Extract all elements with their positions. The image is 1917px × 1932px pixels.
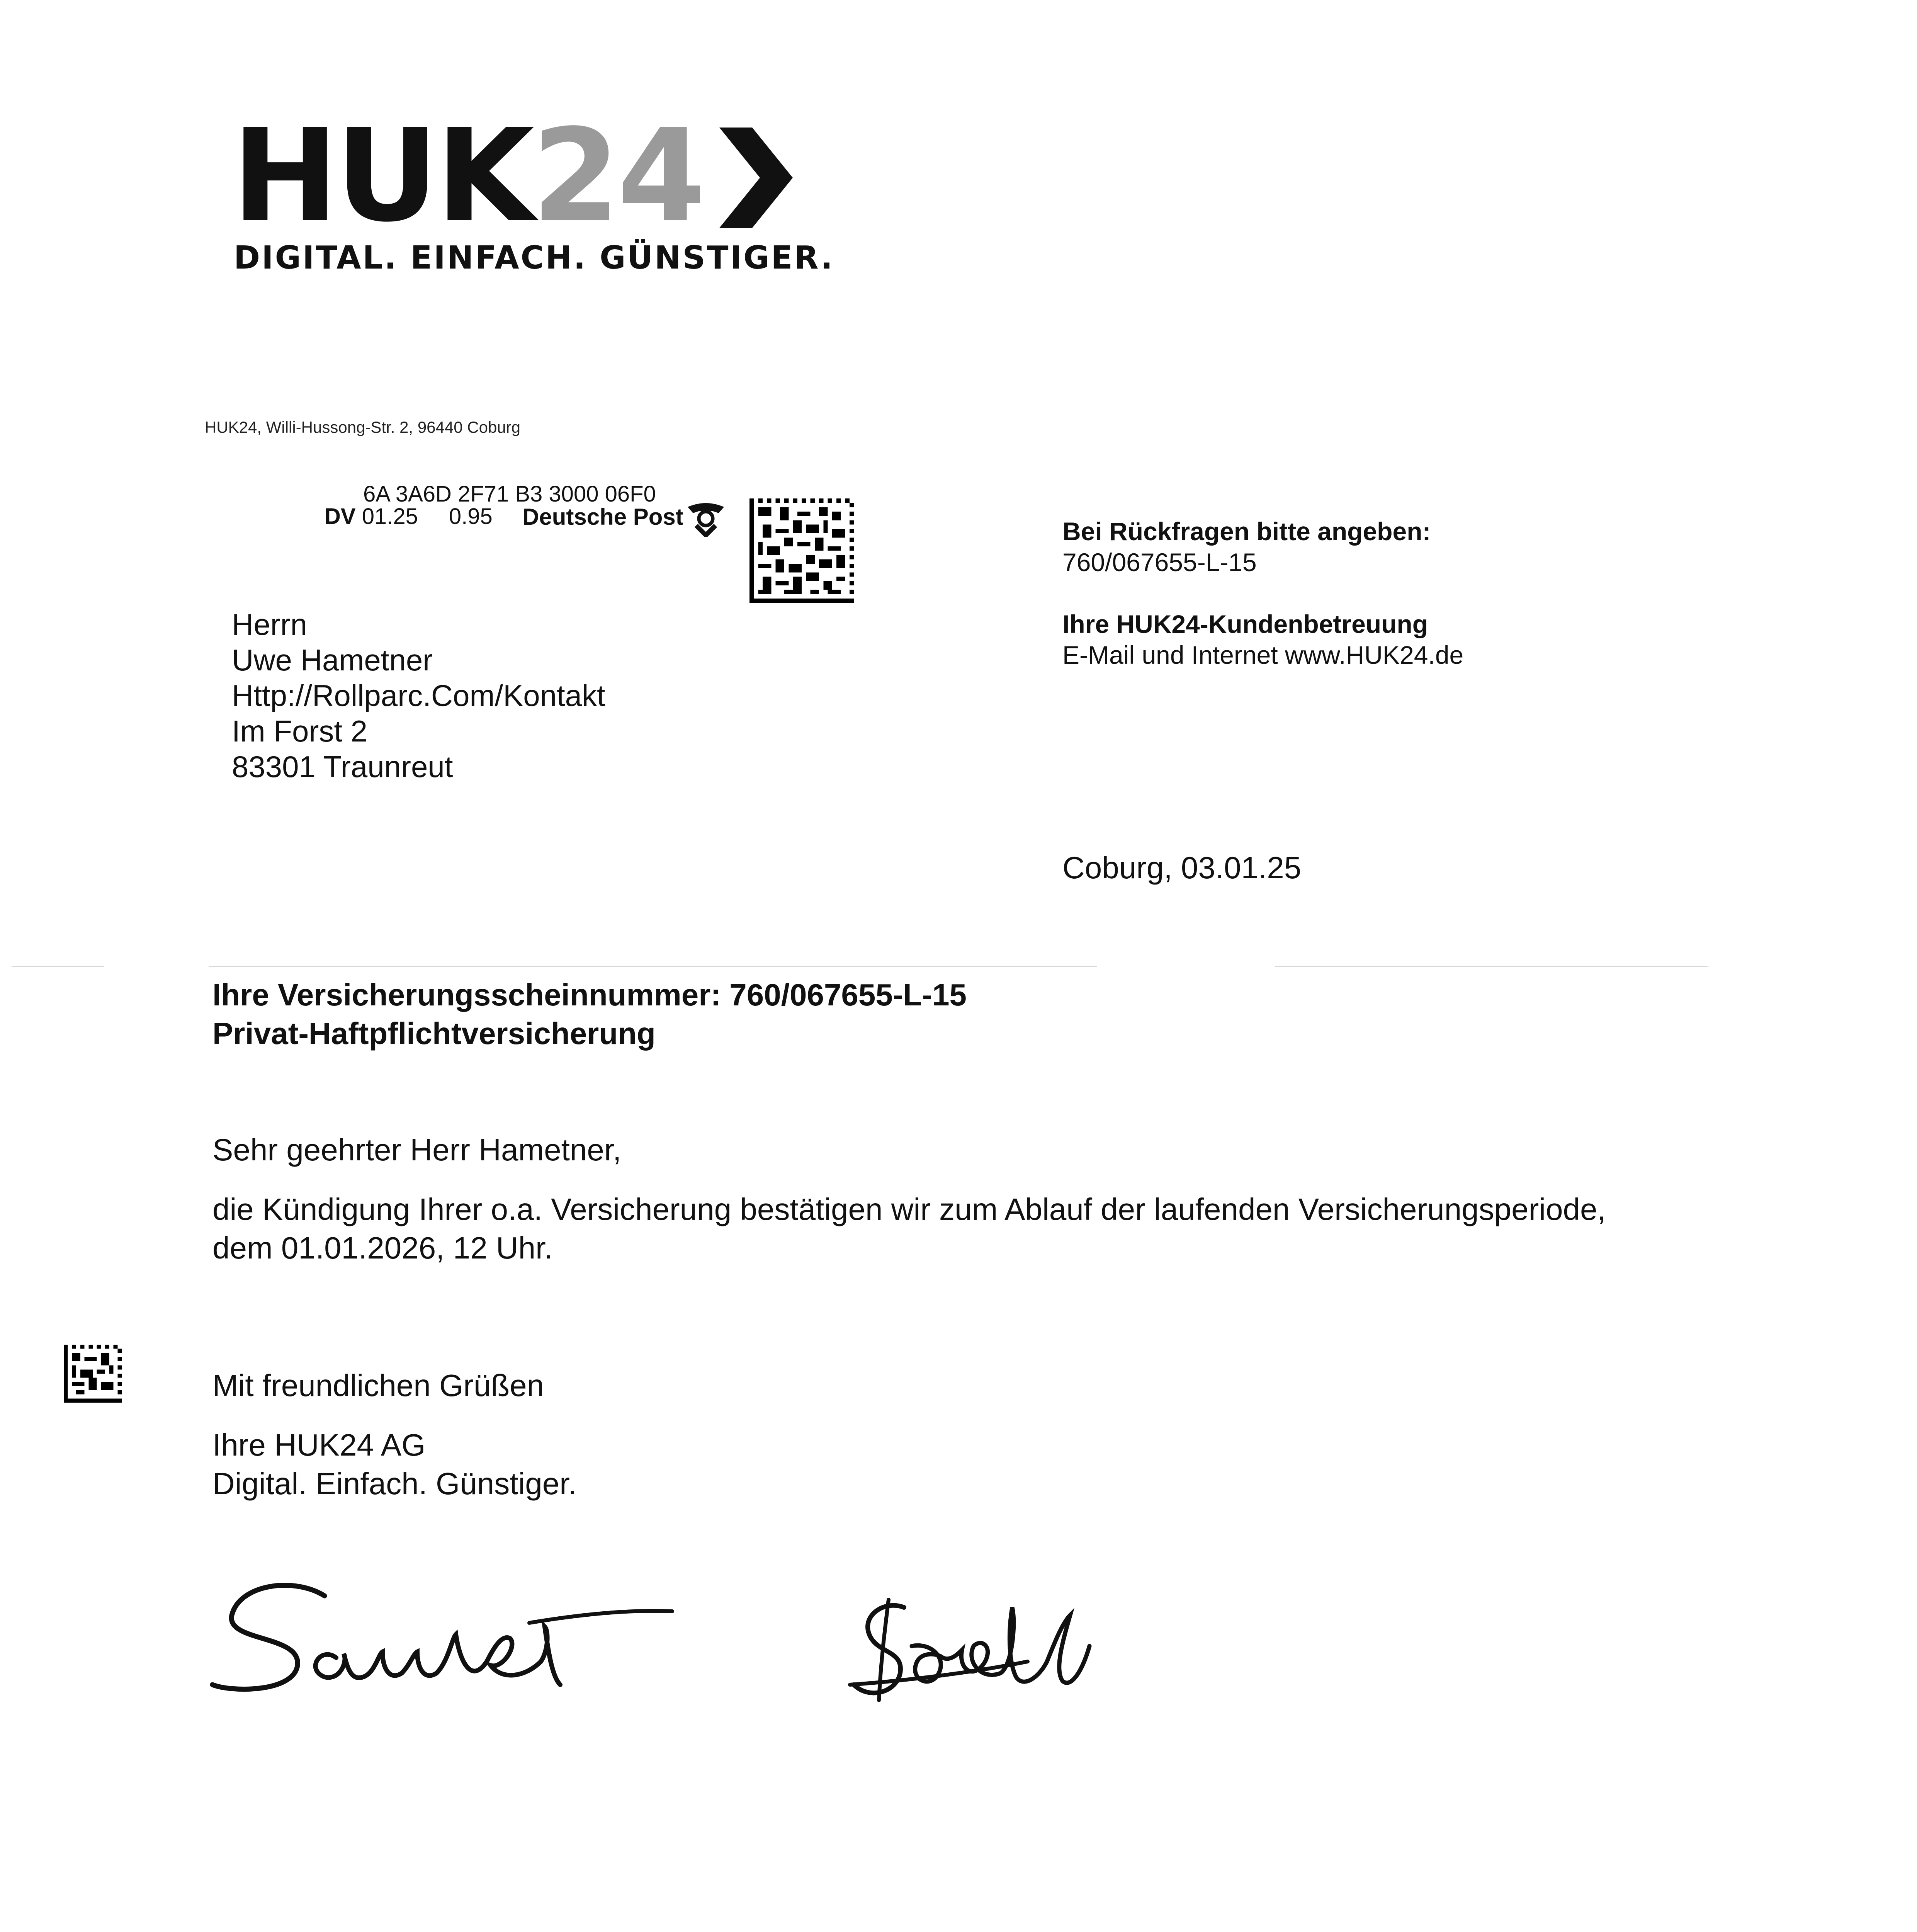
info-block <box>1062 516 1463 670</box>
service-value: E-Mail und Internet www.HUK24.de <box>1062 641 1464 669</box>
franking-dv-label: DV <box>325 504 356 529</box>
subject-policy-number: Ihre Versicherungsscheinnummer: 760/067655-L-15 <box>212 978 967 1012</box>
huk24-logo <box>232 102 703 250</box>
reference-value: 760/067655-L-15 <box>1062 548 1257 577</box>
divider <box>1275 966 1708 967</box>
recipient-line: Uwe Hametner <box>232 643 433 677</box>
service-label: Ihre HUK24-Kundenbetreuung <box>1062 610 1428 638</box>
subject-product: Privat-Haftpflichtversicherung <box>212 1016 656 1051</box>
letter-body <box>212 1190 1606 1267</box>
sender-address: HUK24, Willi-Hussong-Str. 2, 96440 Coburg <box>205 418 521 436</box>
divider <box>209 966 1097 967</box>
logo-letters: HUK <box>232 102 532 250</box>
subject <box>212 976 967 1053</box>
logo-tagline: DIGITAL. EINFACH. GÜNSTIGER. <box>234 240 834 276</box>
logo-digits: 24 <box>531 102 703 250</box>
company-name: Ihre HUK24 AG <box>212 1428 426 1462</box>
franking-code: 6A 3A6D 2F71 B3 3000 06F0 <box>363 481 656 507</box>
recipient-line: 83301 Traunreut <box>232 750 453 784</box>
divider <box>12 966 104 967</box>
carrier-label: Deutsche Post <box>522 504 683 530</box>
recipient-line: Herrn <box>232 607 308 641</box>
recipient-line: Im Forst 2 <box>232 714 368 748</box>
reference-label: Bei Rückfragen bitte angeben: <box>1062 517 1431 546</box>
body-line: dem 01.01.2026, 12 Uhr. <box>212 1231 553 1265</box>
deutsche-post-horn-icon <box>685 498 727 537</box>
body-line: die Kündigung Ihrer o.a. Versicherung bestätigen wir zum Ablauf der laufenden Versicherungsperiode, <box>212 1192 1606 1226</box>
datamatrix-code <box>749 498 854 603</box>
franking-dv-date: 01.25 <box>362 504 418 529</box>
signature-strode <box>846 1584 1101 1712</box>
franking-details <box>325 503 493 529</box>
recipient-line: Http://Rollparc.Com/Kontakt <box>232 679 605 713</box>
datamatrix-code-small <box>64 1345 122 1403</box>
signature-samuel <box>209 1569 684 1716</box>
salutation: Sehr geehrter Herr Hametner, <box>212 1133 622 1167</box>
franking-amount: 0.95 <box>449 504 493 529</box>
closing: Mit freundlichen Grüßen <box>212 1368 544 1403</box>
recipient-address <box>232 607 605 784</box>
logo-chevron-icon <box>719 128 793 228</box>
company-slogan: Digital. Einfach. Günstiger. <box>212 1466 577 1501</box>
company-block <box>212 1426 577 1503</box>
letter-date: Coburg, 03.01.25 <box>1062 850 1302 885</box>
